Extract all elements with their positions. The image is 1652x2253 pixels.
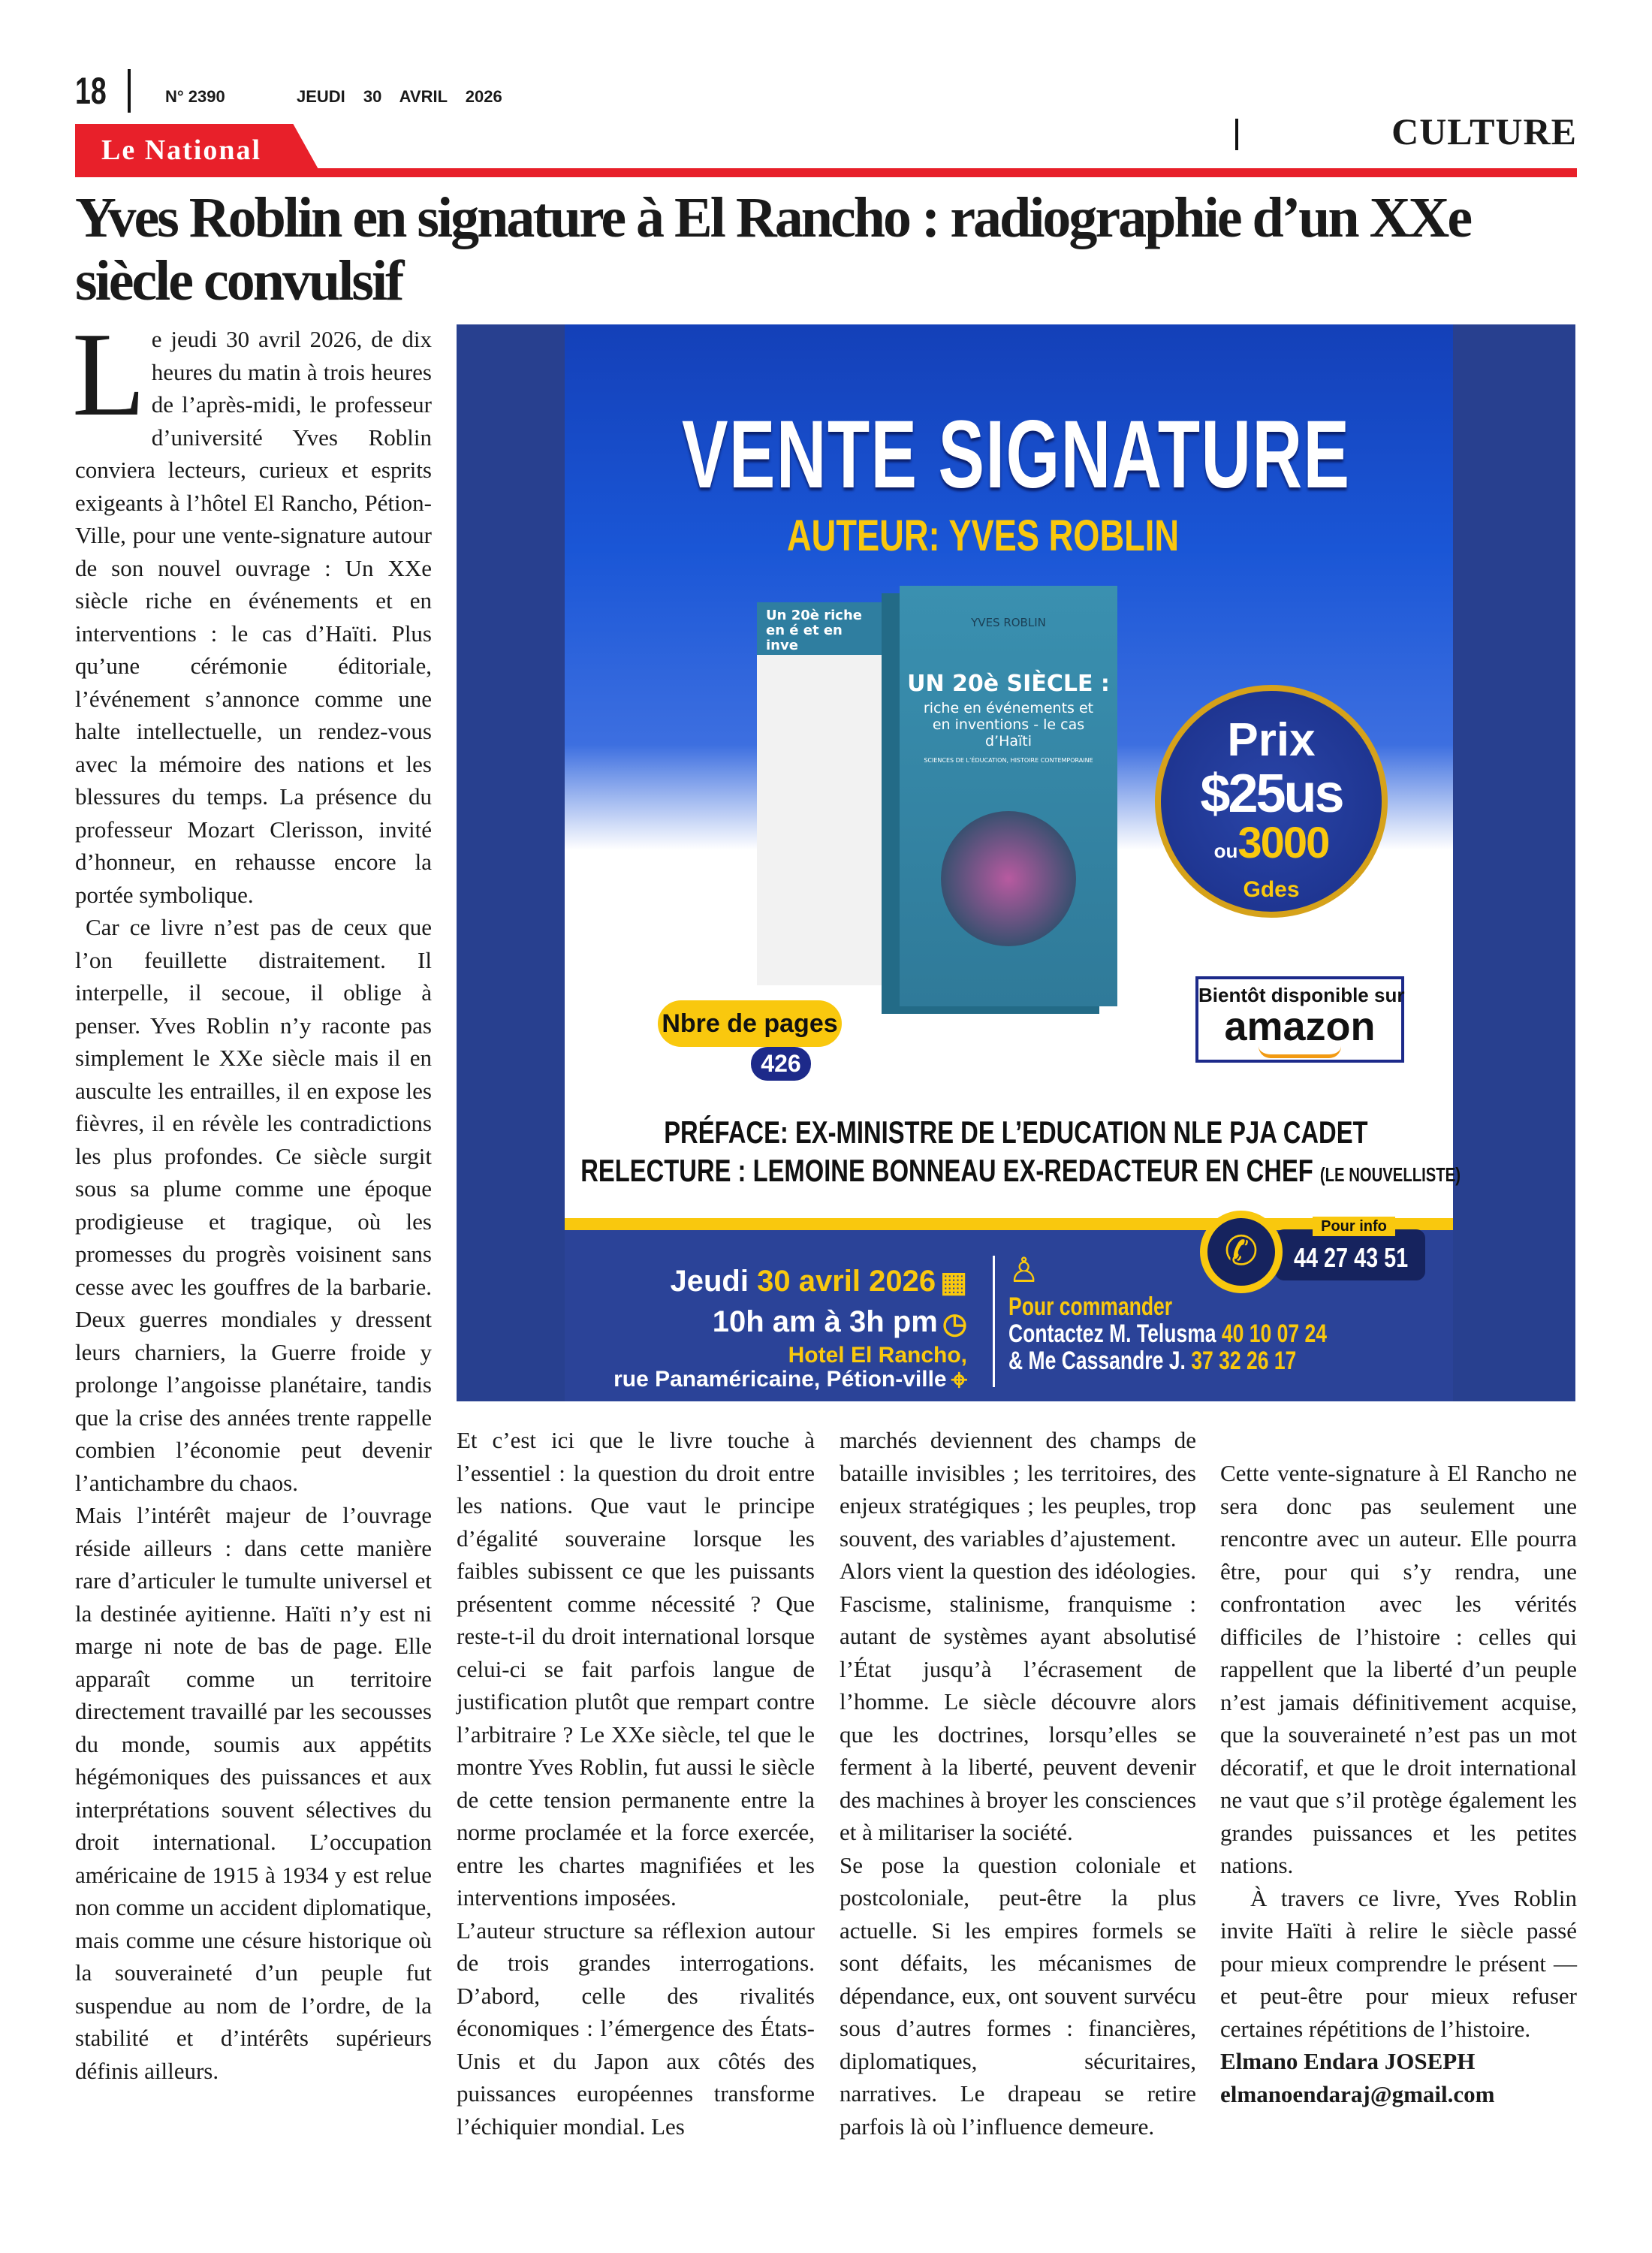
info-divider [993, 1256, 995, 1387]
location-pin-icon: ⌖ [951, 1364, 967, 1396]
paragraph: e jeudi 30 avril 2026, de dix heures du matin à trois heures de l’après-midi, le professeur d’université Yves Roblin conviera lecteurs, curieux et esprits exigeants à l’hôtel El Rancho, Pétion-Ville, pour une vente-signature autour de son nouvel ouvrage : Un XXe siècle riche en événements et en interventions : le cas d’Haïti. Plus qu’une cérémonie éditoriale, l’événement s’annonce comme une halte intellectuelle, un rendez-vous avec la mémoire des nations et les blessures du temps. La présence du professeur Mozart Clerisson, invité d’honneur, en rehausse encore la portée symbolique. [75, 326, 432, 908]
book-cover-image [941, 811, 1076, 946]
relecture-line: RELECTURE : LEMOINE BONNEAU EX-REDACTEUR EN CHEF (LE NOUVELLISTE) [580, 1153, 1461, 1188]
book-back-title: Un 20è riche en é et en inve [766, 608, 862, 653]
pages-badge [658, 1000, 842, 1047]
headline: Yves Roblin en signature à El Rancho : radiographie d’un XXe siècle convulsif [75, 186, 1471, 312]
paragraph: Et c’est ici que le livre touche à l’essentiel : la question du droit entre les nations. Que vaut le principe d’égalité souveraine lorsque les faibles subissent ce que les puissants présentent comme nécessité ? Que reste-t-il du droit international lorsque celui-ci se fait parfois langue de justification plutôt que rempart contre l’arbitraire ? Le XXe siècle, tel que le montre Yves Roblin, fut aussi le siècle de cette tension permanente entre la norme proclamée et la force exercée, entre les chartes magnifiées et les interventions imposées. [457, 1427, 815, 1911]
issue-date: JEUDI 30 AVRIL 2026 [297, 87, 502, 106]
book-author: YVES ROBLIN [971, 616, 1046, 629]
issue-number: N° 2390 [165, 87, 225, 106]
event-day: Jeudi [670, 1265, 749, 1298]
poster-author: AUTEUR: YVES ROBLIN [787, 511, 1180, 560]
delivery-person-icon: ♙ [1008, 1251, 1040, 1289]
drop-cap: L [72, 307, 146, 441]
event-venue: Hotel El Rancho, [788, 1342, 967, 1368]
event-hours: 10h am à 3h pm [712, 1305, 938, 1339]
info-phone-badge [1200, 1211, 1429, 1293]
calendar-icon: ▦ [940, 1267, 967, 1299]
amazon-label: Bientôt disponible sur [1198, 984, 1405, 1006]
section-title: CULTURE [1391, 110, 1577, 152]
article-column-2 [457, 1424, 815, 2143]
poster-title: VENTE SIGNATURE [682, 401, 1351, 508]
pages-count-badge [751, 1047, 811, 1081]
contact-2-phone: 37 32 26 17 [1191, 1347, 1297, 1375]
event-poster [457, 324, 1575, 1401]
paragraph: Alors vient la question des idéologies. Fascisme, stalinisme, franquisme : autant de systèmes ayant absolutisé l’État jusqu’à l’écrasement de l’homme. Le siècle découvre alors que les doctrines, lorsqu’elles se ferment à la liberté, peuvent devenir des machines à broyer les consciences et à militariser la société. [840, 1558, 1196, 1845]
paragraph: Car ce livre n’est pas de ceux que l’on feuillette distraitement. Il interpelle, il secoue, il oblige à penser. Yves Roblin n’y raconte pas simplement le XXe siècle mais il en ausculte les entrailles, il en expose les fièvres, il en révèle les contradictions les plus profondes. Ce siècle surgit sous sa plume comme une époque prodigieuse et tragique, où les promesses du progrès voisinent sans cesse avec les gouffres de la barbarie. Deux guerres mondiales y dressent leurs charniers, la Guerre froide y prolonge l’angoisse planétaire, tandis que la crise des années trente rappelle combien l’économie peut devenir l’antichambre du chaos. [75, 914, 432, 1496]
event-address: rue Panaméricaine, Pétion-ville [613, 1366, 947, 1392]
amazon-logo: amazon [1224, 1004, 1376, 1049]
price-usd: $25us [1200, 764, 1343, 824]
article-column-3 [840, 1424, 1196, 2143]
price-htg: 3000 [1237, 819, 1329, 867]
book-cover [900, 586, 1117, 1006]
amazon-badge [1195, 976, 1404, 1063]
paragraph: L’auteur structure sa réflexion autour de trois grandes interrogations. D’abord, celle des rivalités économiques : l’émergence des États-Unis et du Japon aux côtés des puissances européennes transforme l’échiquier mondial. Les [457, 1917, 815, 2140]
paragraph: marchés deviennent des champs de bataille invisibles ; les territoires, des enjeux stratégiques ; les peuples, trop souvent, des variables d’ajustement. [840, 1427, 1196, 1552]
article-column-4 [1220, 1457, 1577, 2110]
pages-label: Nbre de pages [662, 1009, 838, 1038]
order-label: Pour commander [1008, 1292, 1173, 1321]
paragraph: Se pose la question coloniale et postcoloniale, peut-être la plus actuelle. Si les empires formels se sont défaits, les mécanismes de dépendance, eux, ont souvent survécu sous d’autres formes : financières, diplomatiques, sécuritaires, narratives. Le drapeau se retire parfois là où l’influence demeure. [840, 1851, 1196, 2140]
book-subtitle: riche en événements et en inventions - le cas d’Haïti [923, 700, 1094, 749]
author-email[interactable]: elmanoendaraj@gmail.com [1220, 2080, 1495, 2107]
header-rule [75, 168, 1577, 177]
price-label: Prix [1227, 714, 1316, 766]
contact-2: & Me Cassandre J. [1008, 1347, 1186, 1375]
book-title: UN 20è SIÈCLE : [907, 671, 1110, 697]
price-badge [1155, 685, 1388, 918]
paragraph: À travers ce livre, Yves Roblin invite Haïti à relire le siècle passé pour mieux comprendre le présent — et peut-être pour mieux refuser certaines répétitions de l’histoire. [1220, 1884, 1577, 2042]
newspaper-logo: Le National [101, 134, 262, 166]
author-name: Elmano Endara JOSEPH [1220, 2048, 1476, 2074]
pages-count: 426 [761, 1050, 801, 1077]
info-phone: 44 27 43 51 [1294, 1242, 1409, 1273]
event-details [577, 1262, 967, 1396]
contact-1-phone: 40 10 07 24 [1221, 1320, 1328, 1348]
info-label: Pour info [1313, 1217, 1395, 1236]
event-date: 30 avril 2026 [757, 1265, 936, 1298]
page-number: 18 [75, 70, 107, 112]
divider [1235, 119, 1238, 150]
order-details [1008, 1293, 1417, 1374]
paragraph: Mais l’intérêt majeur de l’ouvrage réside ailleurs : dans cette manière rare d’articuler le tumulte universel et la destinée ayitienne. Haïti n’y est ni marge ni note de bas de page. Elle apparaît comme un territoire directement travaillé par les secousses du monde, soumis aux appétits hégémoniques des puissances et aux interprétations souvent sélectives du droit international. L’occupation américaine de 1915 à 1934 y est relue non comme un accident diplomatique, mais comme une césure historique où la souveraineté d’un peuple fut suspendue au nom de l’ordre, de la stabilité et d’intérêts supérieurs définis ailleurs. [75, 1502, 432, 2084]
book-series: SCIENCES DE L’ÉDUCATION, HISTOIRE CONTEMPORAINE [924, 757, 1093, 764]
price-or: ou [1213, 840, 1238, 862]
preface-line: PRÉFACE: EX-MINISTRE DE L’EDUCATION NLE PJA CADET [664, 1114, 1368, 1150]
paragraph: Cette vente-signature à El Rancho ne sera donc pas seulement une rencontre avec un auteur. Elle pourra être, pour qui s’y rendra, une confrontation avec les vérités difficiles de l’histoire : celles qui rappellent que la liberté d’un peuple n’est jamais définitivement acquise, que la souveraineté n’est pas un mot décoratif, et que le droit international ne vaut que s’il protège également les grandes puissances et les petites nations. [1220, 1460, 1577, 1878]
phone-icon: ✆ [1200, 1211, 1283, 1293]
clock-icon: ◷ [942, 1307, 967, 1340]
contact-1: Contactez M. Telusma [1008, 1320, 1216, 1348]
divider [128, 69, 131, 113]
article-column-1 [72, 307, 432, 2087]
price-htg-unit: Gdes [1243, 877, 1300, 902]
